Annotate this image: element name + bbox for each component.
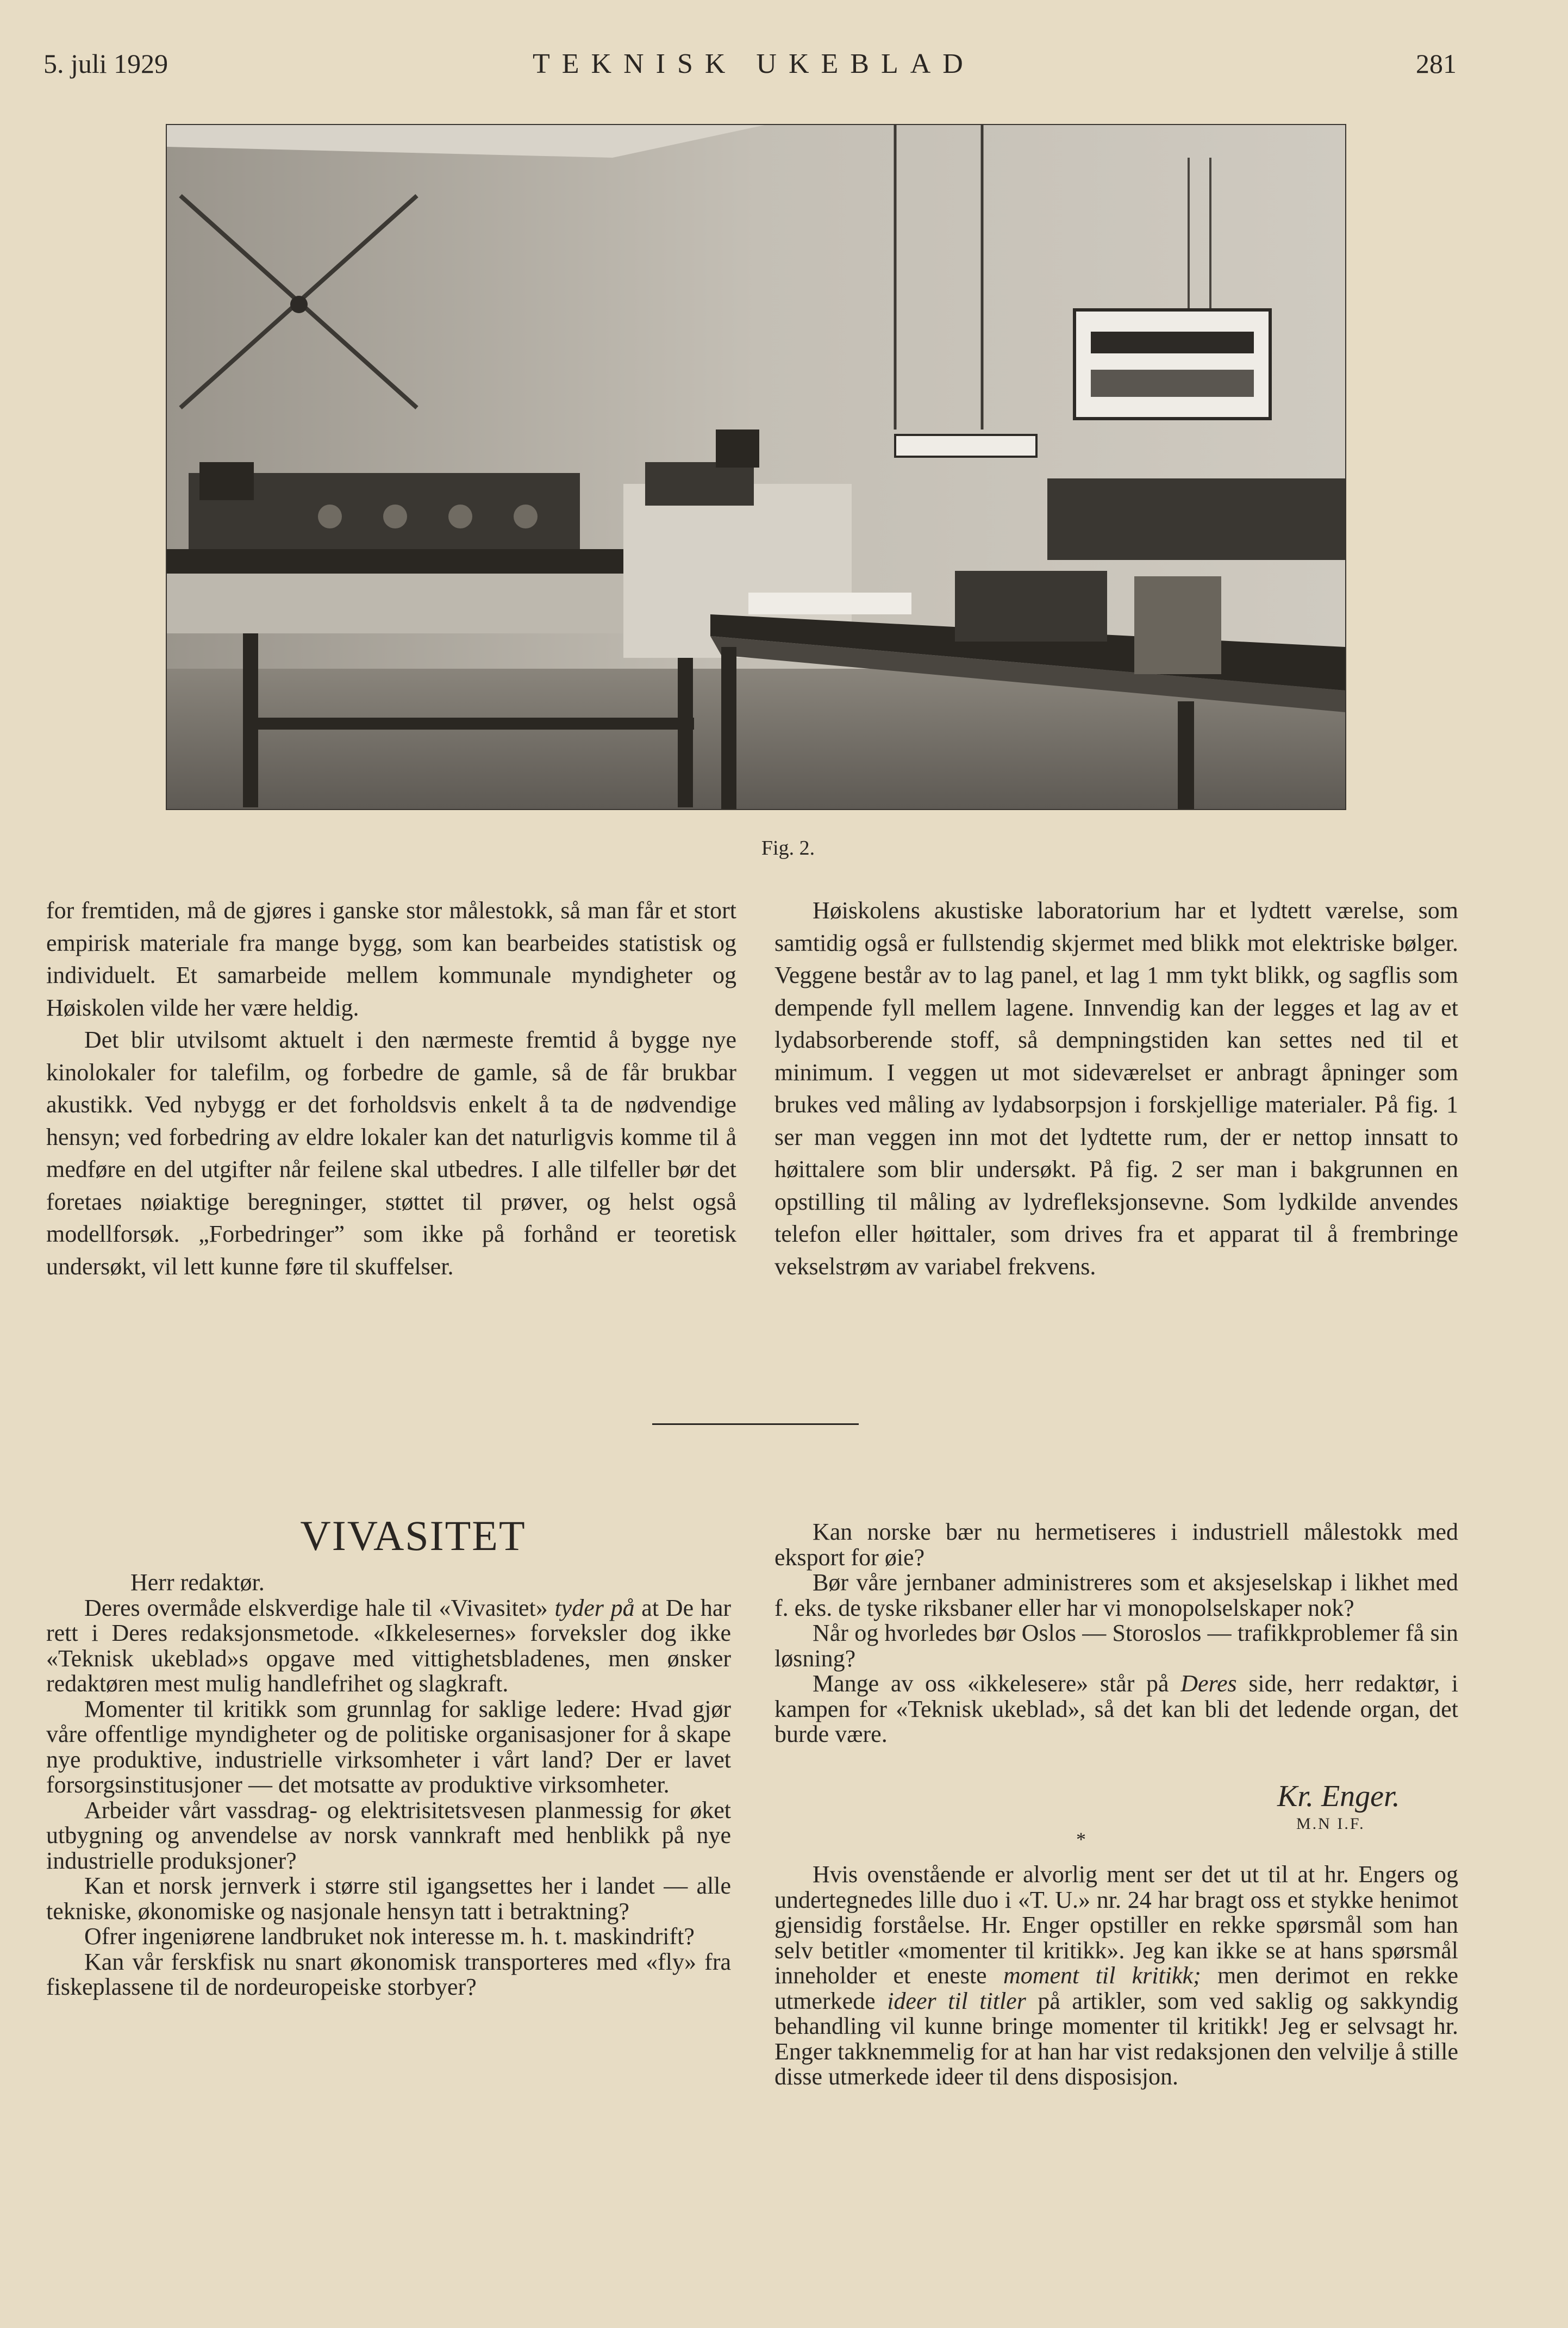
laboratory-photograph [166,124,1346,810]
paragraph [46,1596,731,1697]
photo-illustration [167,125,1345,809]
text-run: Hvis ovenstående er alvorlig ment ser det ut til at hr. Engers og undertegnedes lille duo i «T. U.» nr. 24 har bragt oss et stykke henimot gjensidig forståelse. Hr. Enger opstiller en rekke spørsmål som han selv betitler «momenter til kritikk». Jeg kan ikke se at hans spørsmål inneholder et eneste [774,1861,1458,1989]
text-run: på artikler, som ved saklig og sakkyndig behandling vil kunne bringe momenter til kritikk! Jeg er selvsagt hr. Enger takknemmelig for at han har vist redaksjonen den velvilje å stille disse utmerkede ideer til dens disposisjon. [774,1987,1458,2090]
paragraph: Når og hvorledes bør Oslos — Storoslos — trafikkproblemer få sin løsning? [774,1620,1458,1672]
paragraph: Kan vår ferskfisk nu snart økonomisk transporteres med «fly» fra fiskeplassene til de nordeuropeiske storbyer? [46,1948,731,2000]
signature-name: Kr. Enger. [1277,1779,1400,1813]
text-run: men derimot en rekke utmerkede [774,1962,1459,2014]
publication-title: TEKNISK UKEBLAD [533,48,975,79]
paragraph: Kan norske bær nu hermetiseres i industriell målestokk med eksport for øie? [774,1518,1458,1571]
page-number: 281 [1416,48,1457,79]
emphasis: Deres [1180,1670,1237,1697]
paragraph: Ofrer ingeniørene landbruket nok interesse m. h. t. maskindrift? [84,1923,695,1950]
article2-left-column [46,1570,731,2000]
page-header [43,48,1457,86]
editor-reply [774,1862,1458,2090]
emphasis: tyder på [554,1594,635,1621]
article2-right-column [774,1520,1458,1747]
issue-date: 5. juli 1929 [43,48,168,79]
text-run: side, herr redaktør, i kampen for «Teknisk ukeblad», så det kan bli det ledende organ, det burde være. [774,1670,1459,1747]
section-divider [652,1423,859,1425]
emphasis: ideer til titler [887,1987,1026,2014]
paragraph: for fremtiden, må de gjøres i ganske stor målestokk, så man får et stort empirisk materiale fra mange bygg, som kan bearbeides statistisk og individuelt. Et samarbeide mellem kommunale myndigheter og Høiskolen vilde her være heldig. [46,897,736,1021]
paragraph [774,1671,1458,1747]
salutation: Herr redaktør. [130,1569,265,1596]
paragraph: Bør våre jernbaner administreres som et aksjeselskap i likhet med f. eks. de tyske riksbaner eller har vi monopolselskaper nok? [774,1569,1458,1621]
paragraph: Det blir utvilsomt aktuelt i den nærmeste fremtid å bygge nye kinolokaler for talefilm, og forbedre de gamle, så de får brukbar akustikk. Ved nybygg er det forholdsvis enkelt å ta de nødvendige hensyn; ved forbedring av eldre lokaler kan det naturligvis komme til å medføre en del utgifter når feilene skal utbedres. I alle tilfeller bør det foretaes nøiaktige beregninger, støttet til prøver, og helst også modellforsøk. „Forbedringer” som ikke på forhånd er teoretisk undersøkt, vil lett kunne føre til skuffelser. [46,1026,736,1280]
paragraph: Arbeider vårt vassdrag- og elektrisitetsvesen planmessig for øket utbygning og anvendelse av norsk vannkraft med henblikk på nye industrielle produksjoner? [46,1796,731,1874]
text-run: Deres overmåde elskverdige hale til «Vivasitet» [84,1594,555,1621]
article1-left-column [46,894,736,1283]
text-run: Mange av oss «ikkelesere» står på [813,1670,1181,1697]
signature-title: M.N I.F. [1296,1815,1365,1833]
paragraph: Momenter til kritikk som grunnlag for saklige ledere: Hvad gjør våre offentlige myndigheter og de politiske organisasjoner for å skape nye produktive, industrielle virksomheter i vårt land? Der er lavet forsorgsinstitusjoner — det motsatte av produktive virksomheter. [46,1695,731,1798]
article-title: VIVASITET [300,1512,526,1559]
figure-caption: Fig. 2. [761,837,815,860]
text-run: at De har rett i Deres redaksjonsmetode. «Ikkelesernes» forveksler dog ikke «Teknisk ukeblad»s opgave med vittighetsbladenes, men ønsker redaktøren mest mulig handlefrihet og slagkraft. [46,1594,732,1697]
emphasis: moment til kritikk; [1003,1962,1201,1989]
article1-right-column [774,894,1458,1283]
paragraph: Kan et norsk jernverk i større stil igangsettes her i landet — alle tekniske, økonomiske og nasjonale hensyn tatt i betraktning? [46,1872,731,1925]
separator-asterisk: * [1076,1828,1086,1850]
paragraph [774,1862,1458,2090]
paragraph: Høiskolens akustiske laboratorium har et lydtett værelse, som samtidig også er fullstendig skjermet med blikk mot elektriske bølger. Veggene består av to lag panel, et lag 1 mm tykt blikk, og sagflis som dempende fyll mellem lagene. Innvendig kan der legges et lag av et lydabsorberende stoff, så dempningstiden kan settes ned til et minimum. I veggen ut mot sideværelset er anbragt åpninger som brukes ved måling av lydabsorpsjon i forskjellige materialer. På fig. 1 ser man veggen inn mot det lydtette rum, der er nettop innsatt to høittalere som blir undersøkt. På fig. 2 ser man i bakgrunnen en opstilling til måling av lydrefleksjonsevne. Som lydkilde anvendes telefon eller høittaler, som drives fra et apparat til å frembringe vekselstrøm av variabel frekvens. [774,897,1458,1280]
